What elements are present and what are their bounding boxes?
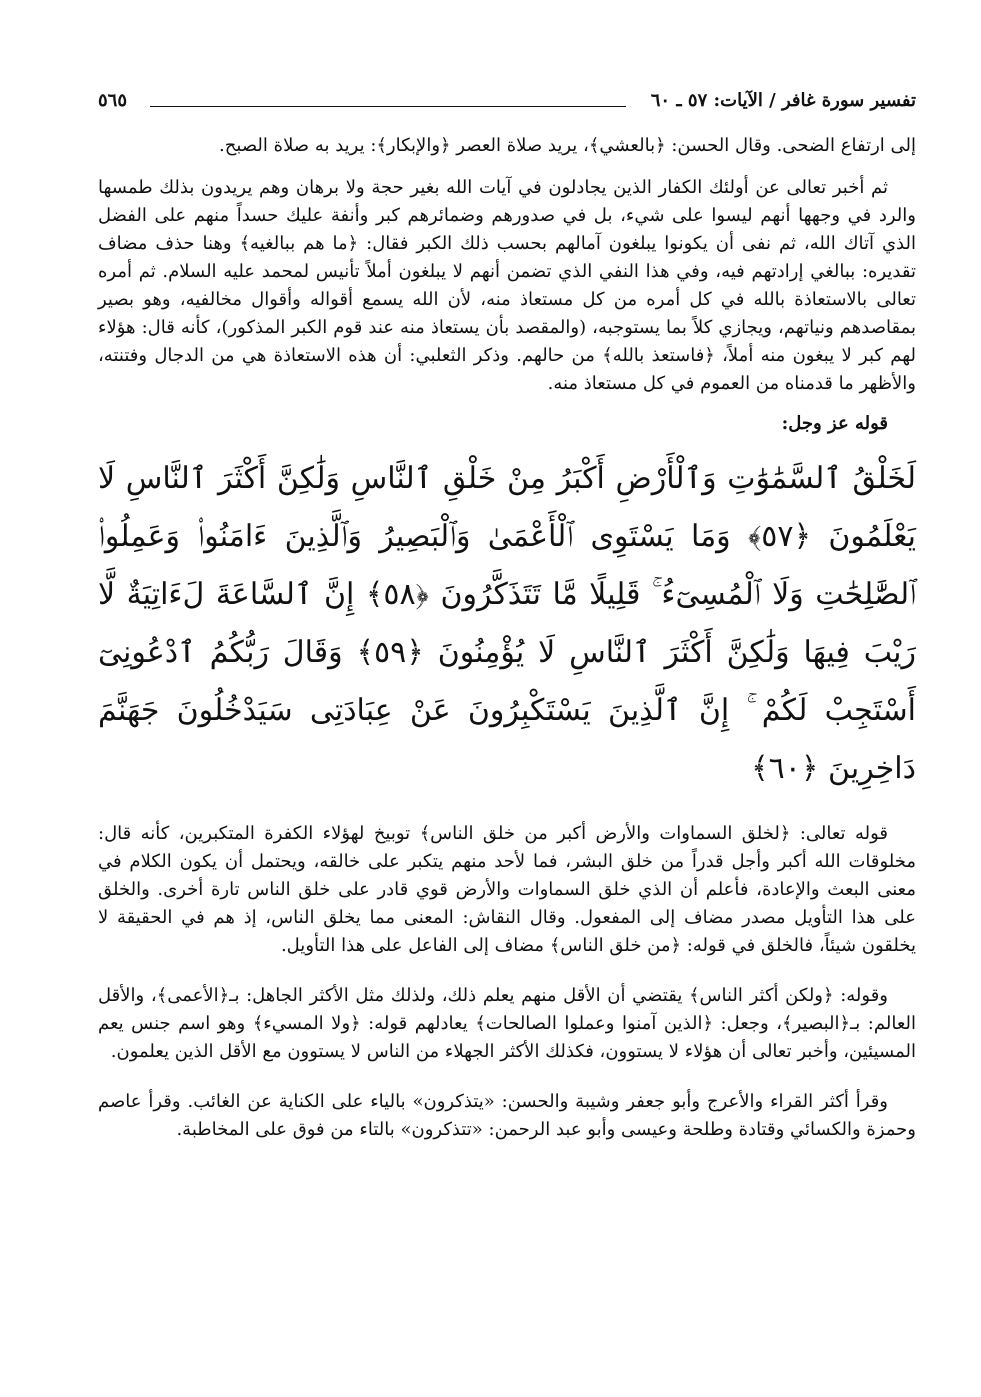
paragraph-5: وقرأ أكثر القراء والأعرج وأبو جعفر وشيبة والحسن: «يتذكرون» بالياء على الكناية عن الغائب. وقرأ عاصم وحمزة والكسائي وقتادة وطلحة وعيسى وأبو عبد الرحمن: «تتذكرون» بالتاء من فوق على المخاطبة. [98, 1091, 916, 1140]
quran-verses: لَخَلْقُ ٱلسَّمَٰوَٰتِ وَٱلْأَرْضِ أَكْبَرُ مِنْ خَلْقِ ٱلنَّاسِ وَلَٰكِنَّ أَكْثَرَ ٱلنَّاسِ لَا يَعْلَمُونَ ﴿٥٧﴾ وَمَا يَسْتَوِى ٱلْأَعْمَىٰ وَٱلْبَصِيرُ وَٱلَّذِينَ ءَامَنُوا۟ وَعَمِلُوا۟ ٱلصَّٰلِحَٰتِ وَلَا ٱلْمُسِىٓءُ ۚ قَلِيلًا مَّا تَتَذَكَّرُونَ ﴿٥٨﴾ إِنَّ ٱلسَّاعَةَ لَءَاتِيَةٌ لَّا رَيْبَ فِيهَا وَلَٰكِنَّ أَكْثَرَ ٱلنَّاسِ لَا يُؤْمِنُونَ ﴿٥٩﴾ وَقَالَ رَبُّكُمُ ٱدْعُونِىٓ أَسْتَجِبْ لَكُمْ ۚ إِنَّ ٱلَّذِينَ يَسْتَكْبِرُونَ عَنْ عِبَادَتِى سَيَدْخُلُونَ جَهَنَّمَ دَاخِرِينَ ﴿٦٠﴾ [98, 461, 917, 786]
running-title: تفسير سورة غافر / الآيات: ٥٧ ـ ٦٠ [650, 90, 916, 111]
page-header [98, 86, 916, 118]
header-rule [150, 106, 626, 107]
paragraph-3: قوله تعالى: ﴿لخلق السماوات والأرض أكبر من خلق الناس﴾ توبيخ لهؤلاء الكفرة المتكبرين، كأنه قال: مخلوقات الله أكبر وأجل قدراً من خلق البشر، فما لأحد منهم يتكبر على خالقه، ويحتمل أن يكون الكلام في معنى البعث والإعادة، فأعلم أن الذي خلق السماوات والأرض قوي قادر على خلق الناس تارة أخرى. والخلق على هذا التأويل مصدر مضاف إلى المفعول. وقال النقاش: المعنى مما يخلق الناس، إذ هم في الحقيقة لا يخلقون شيئاً، فالخلق في قوله: ﴿من خلق الناس﴾ مضاف إلى الفاعل على هذا التأويل. [98, 823, 916, 956]
paragraph-2: ثم أخبر تعالى عن أولئك الكفار الذين يجادلون في آيات الله بغير حجة ولا برهان وهم يريدون بذلك طمسها والرد في وجهها أنهم ليسوا على شيء، بل في صدورهم وضمائرهم كبر وأنفة عليك حسداً منهم على الفضل الذي آتاك الله، ثم نفى أن يكونوا يبلغون آمالهم بحسب ذلك الكبر فقال: ﴿ما هم ببالغيه﴾ وهنا حذف مضاف تقديره: ببالغي إرادتهم فيه، وفي هذا النفي الذي تضمن أنهم لا يبلغون أملاً تأنيس لمحمد عليه السلام. ثم أمره تعالى بالاستعاذة بالله في كل أمره من كل مستعاذ منه، لأن الله يسمع أقواله وأقوال مخالفيه، وهو بصير بمقاصدهم ونياتهم، ويجازي كلاً بما يستوجبه، (والمقصد بأن يستعاذ منه عند قوم الكبر المذكور)، كأنه قال: هؤلاء لهم كبر لا يبغون منه أملاً، ﴿فاستعذ بالله﴾ من حالهم. وذكر الثعلبي: أن هذه الاستعاذة هي من الدجال وفتنته، والأظهر ما قدمناه من العموم في كل مستعاذ منه. [98, 177, 917, 394]
page-number: ٥٦٥ [98, 90, 128, 111]
book-page [98, 86, 916, 1144]
verse-heading: قوله عز وجل: [781, 413, 888, 434]
paragraph-4: وقوله: ﴿ولكن أكثر الناس﴾ يقتضي أن الأقل منهم يعلم ذلك، ولذلك مثل الأكثر الجاهل: بـ﴿الأعمى﴾، والأقل العالم: بـ﴿البصير﴾، وجعل: ﴿الذين آمنوا وعملوا الصالحات﴾ يعادلهم قوله: ﴿ولا المسيء﴾ وهو اسم جنس يعم المسيئين، وأخبر تعالى أن هؤلاء لا يستوون، فكذلك الأكثر الجهلاء من الناس لا يستوون مع الأقل الذين يعلمون. [98, 985, 916, 1062]
paragraph-1: إلى ارتفاع الضحى. وقال الحسن: ﴿بالعشي﴾، يريد صلاة العصر ﴿والإبكار﴾: يريد به صلاة الصبح. [219, 135, 916, 156]
